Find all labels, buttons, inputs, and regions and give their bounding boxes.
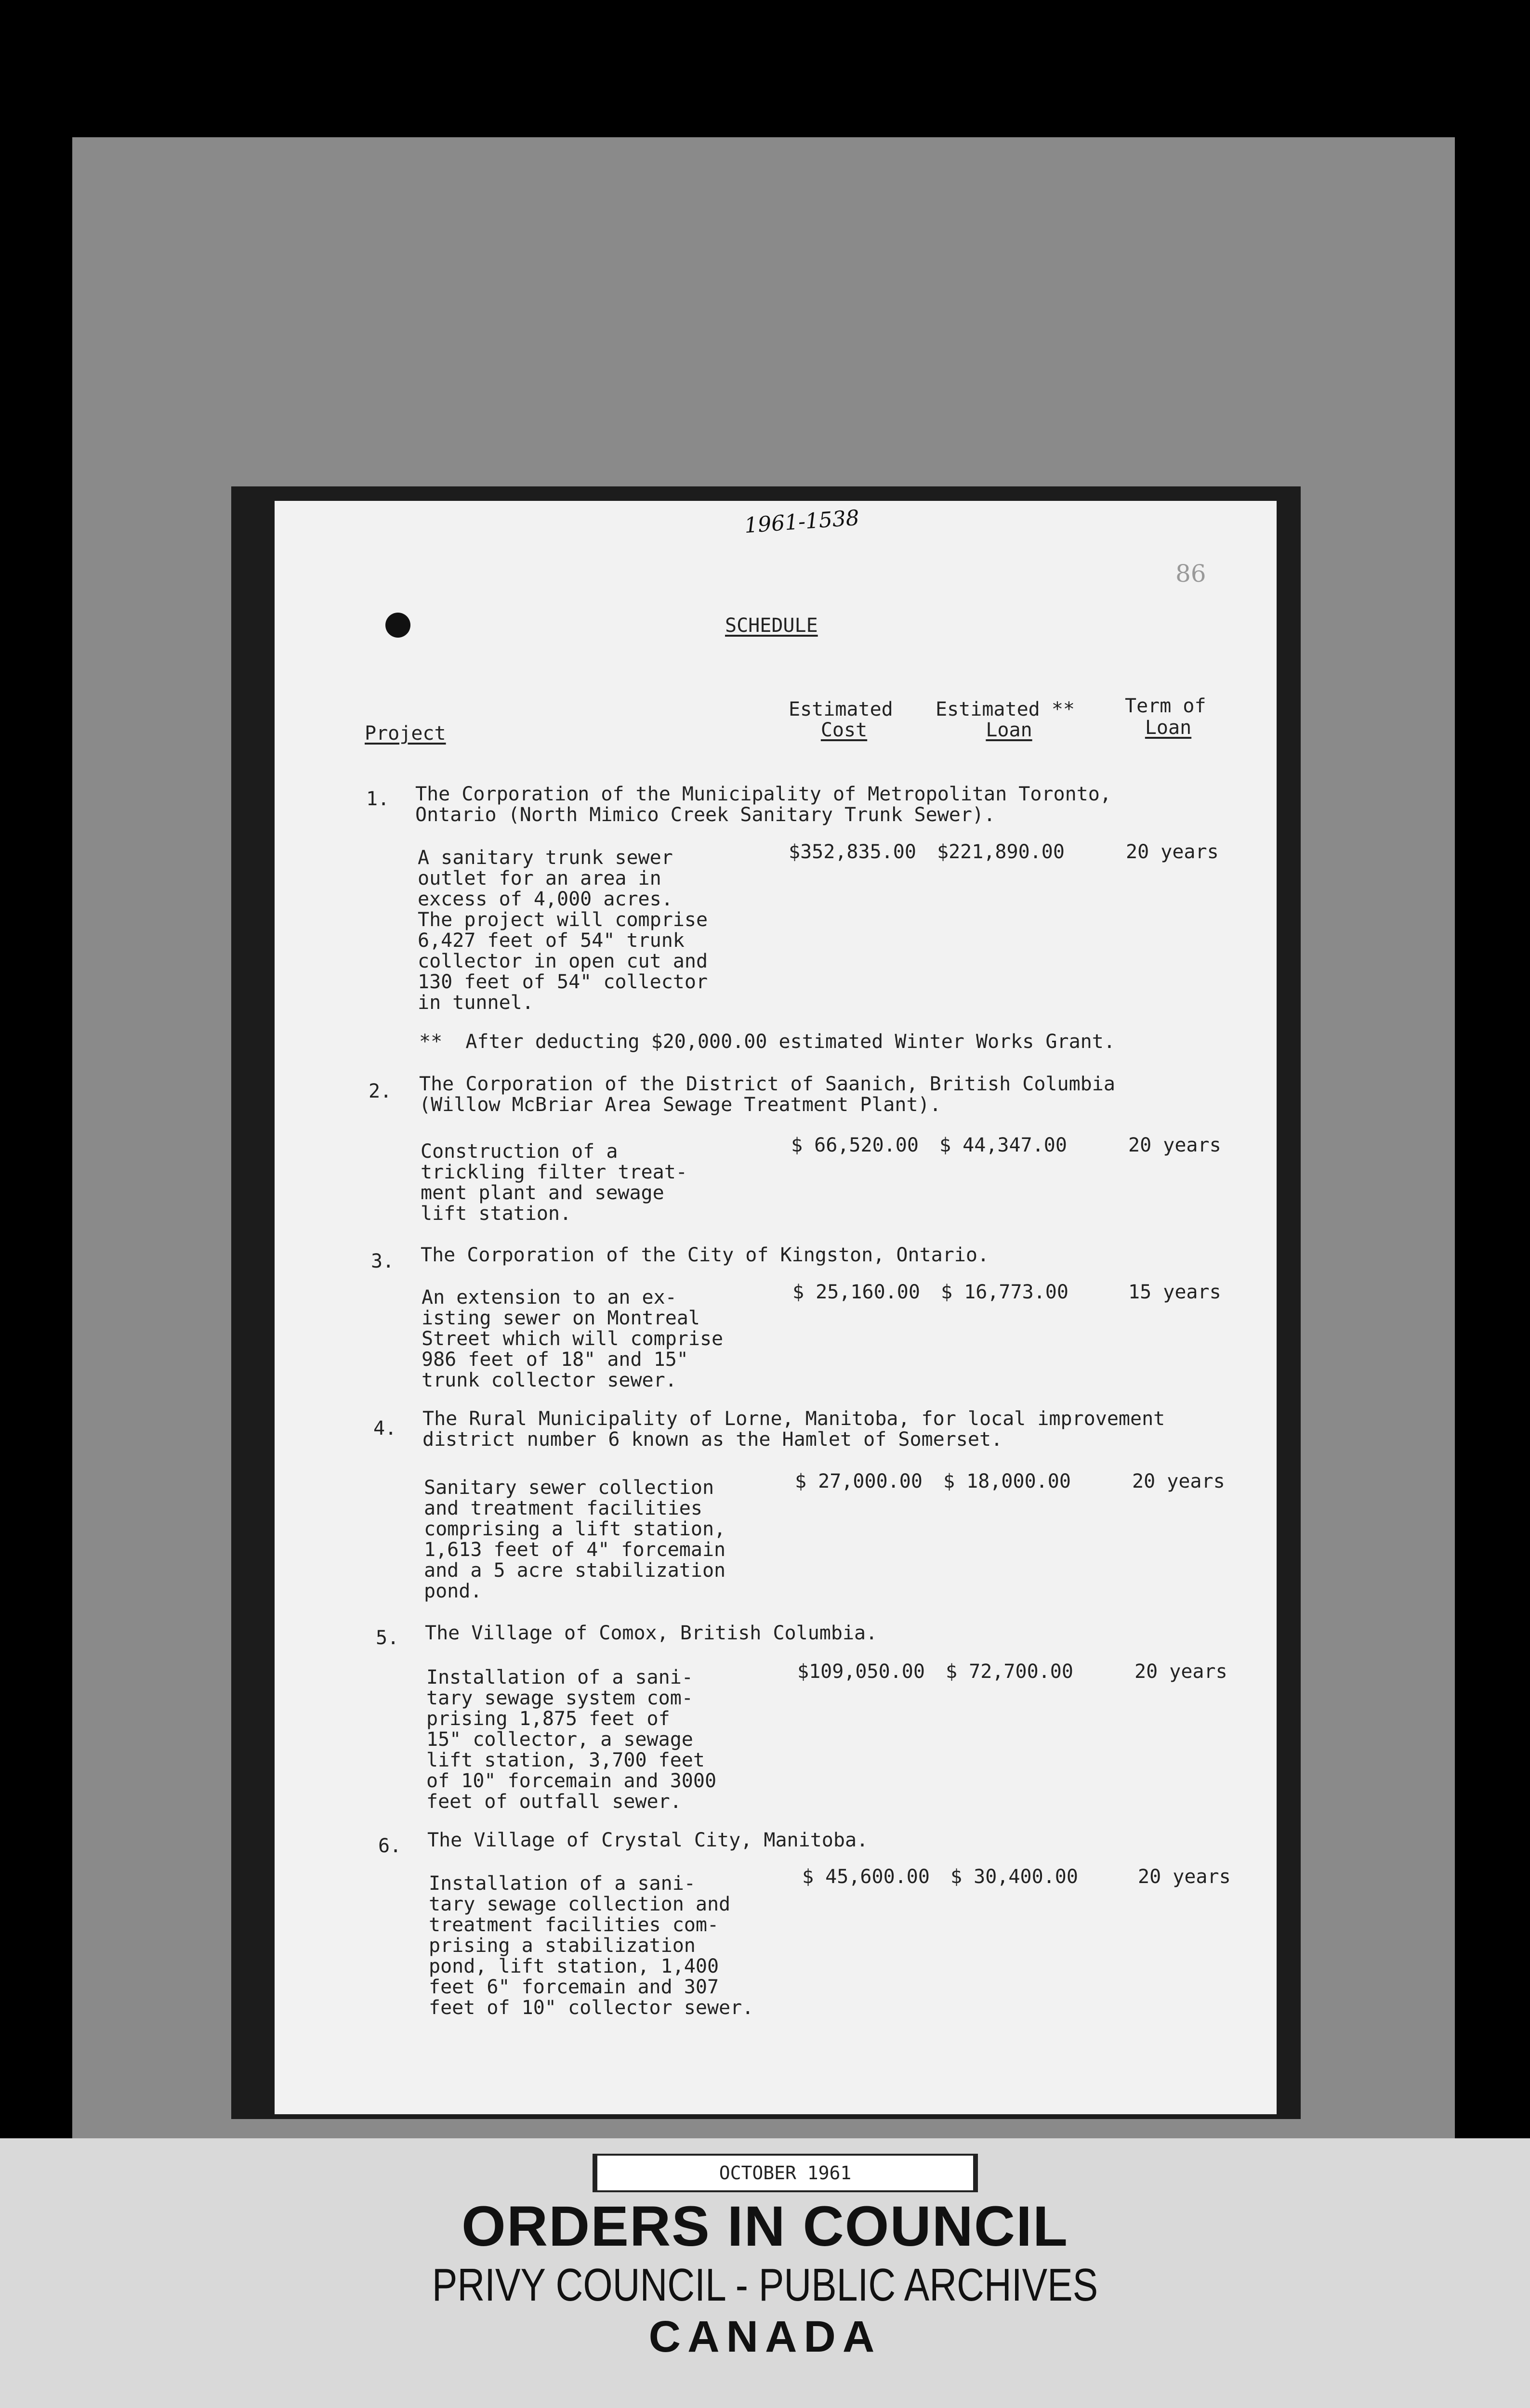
header-project: Project bbox=[365, 722, 446, 745]
footer-country: CANADA bbox=[648, 2312, 882, 2361]
item-4-cost: $ 27,000.00 bbox=[795, 1470, 923, 1492]
header-loan-line1: Estimated ** bbox=[936, 698, 1075, 720]
item-3-cost: $ 25,160.00 bbox=[792, 1281, 920, 1303]
schedule-title: SCHEDULE bbox=[725, 615, 818, 637]
item-1-loan: $221,890.00 bbox=[937, 841, 1065, 863]
item-4-heading-line2: district number 6 known as the Hamlet of Somerset. bbox=[422, 1428, 1003, 1451]
item-1-desc-line7: 130 feet of 54" collector bbox=[418, 971, 708, 993]
item-5-cost: $109,050.00 bbox=[797, 1661, 925, 1683]
item-1-desc-line3: excess of 4,000 acres. bbox=[418, 888, 673, 910]
item-2-heading-line2: (Willow McBriar Area Sewage Treatment Plant). bbox=[419, 1094, 941, 1116]
item-6-desc-line6: feet 6" forcemain and 307 bbox=[429, 1976, 719, 1998]
item-6-desc-line1: Installation of a sani- bbox=[429, 1872, 696, 1895]
item-5-number: 5. bbox=[376, 1627, 399, 1649]
item-4-desc-line3: comprising a lift station, bbox=[424, 1518, 726, 1540]
item-1-desc-line1: A sanitary trunk sewer bbox=[418, 847, 673, 869]
item-3-desc-line3: Street which will comprise bbox=[422, 1328, 724, 1350]
item-5-desc-line2: tary sewage system com- bbox=[426, 1687, 693, 1709]
item-1-term: 20 years bbox=[1126, 841, 1219, 863]
item-2-number: 2. bbox=[369, 1080, 392, 1102]
item-6-desc-line5: pond, lift station, 1,400 bbox=[429, 1955, 719, 1977]
footer-title: ORDERS IN COUNCIL bbox=[462, 2195, 1068, 2258]
punch-hole-dot bbox=[385, 613, 410, 638]
item-1-desc-line6: collector in open cut and bbox=[418, 950, 708, 972]
item-4-desc-line6: pond. bbox=[424, 1580, 482, 1602]
item-1-desc-line4: The project will comprise bbox=[418, 909, 708, 931]
item-5-heading-line1: The Village of Comox, British Columbia. bbox=[425, 1622, 878, 1644]
header-cost-line1: Estimated bbox=[789, 698, 893, 720]
item-1-desc-line8: in tunnel. bbox=[418, 992, 534, 1014]
item-4-term: 20 years bbox=[1132, 1470, 1225, 1492]
item-1-heading-line2: Ontario (North Mimico Creek Sanitary Trunk Sewer). bbox=[415, 804, 996, 826]
item-1-heading-line1: The Corporation of the Municipality of Metropolitan Toronto, bbox=[415, 783, 1111, 805]
item-6-loan: $ 30,400.00 bbox=[950, 1866, 1078, 1888]
header-loan-line2: Loan bbox=[986, 719, 1032, 741]
item-4-heading-line1: The Rural Municipality of Lorne, Manitoba, for local improvement bbox=[422, 1408, 1165, 1430]
item-2-heading-line1: The Corporation of the District of Saanich, British Columbia bbox=[419, 1073, 1115, 1095]
page-number-stamp: 86 bbox=[1175, 560, 1206, 588]
item-3-desc-line1: An extension to an ex- bbox=[422, 1286, 677, 1309]
item-3-loan: $ 16,773.00 bbox=[941, 1281, 1068, 1303]
handwritten-reference: 1961-1538 bbox=[743, 505, 860, 538]
item-1-note: ** After deducting $20,000.00 estimated Winter Works Grant. bbox=[419, 1031, 1115, 1053]
item-1-cost: $352,835.00 bbox=[789, 841, 916, 863]
item-6-desc-line3: treatment facilities com- bbox=[429, 1914, 719, 1936]
item-4-desc-line4: 1,613 feet of 4" forcemain bbox=[424, 1539, 726, 1561]
item-5-desc-line6: of 10" forcemain and 3000 bbox=[426, 1770, 717, 1792]
item-6-desc-line2: tary sewage collection and bbox=[429, 1893, 731, 1915]
item-5-desc-line1: Installation of a sani- bbox=[426, 1666, 693, 1688]
item-3-desc-line5: trunk collector sewer. bbox=[422, 1369, 677, 1391]
item-4-loan: $ 18,000.00 bbox=[943, 1470, 1071, 1492]
item-5-term: 20 years bbox=[1134, 1661, 1227, 1683]
item-4-desc-line1: Sanitary sewer collection bbox=[424, 1477, 714, 1499]
item-4-desc-line5: and a 5 acre stabilization bbox=[424, 1559, 726, 1582]
item-1-number: 1. bbox=[366, 788, 390, 810]
item-2-desc-line4: lift station. bbox=[421, 1203, 572, 1225]
footer-subtitle: PRIVY COUNCIL - PUBLIC ARCHIVES bbox=[432, 2259, 1098, 2311]
item-5-desc-line3: prising 1,875 feet of bbox=[426, 1708, 670, 1730]
header-term-line2: Loan bbox=[1145, 717, 1192, 739]
item-6-heading-line1: The Village of Crystal City, Manitoba. bbox=[427, 1829, 869, 1851]
item-5-desc-line4: 15" collector, a sewage bbox=[426, 1728, 693, 1751]
item-3-desc-line2: isting sewer on Montreal bbox=[422, 1307, 700, 1329]
footer-date: OCTOBER 1961 bbox=[593, 2154, 978, 2192]
item-4-desc-line2: and treatment facilities bbox=[424, 1497, 702, 1519]
item-5-loan: $ 72,700.00 bbox=[946, 1661, 1073, 1683]
item-5-desc-line7: feet of outfall sewer. bbox=[426, 1791, 682, 1813]
item-3-term: 15 years bbox=[1128, 1281, 1221, 1303]
item-6-cost: $ 45,600.00 bbox=[802, 1866, 930, 1888]
item-2-term: 20 years bbox=[1128, 1134, 1221, 1156]
item-2-loan: $ 44,347.00 bbox=[939, 1134, 1067, 1156]
item-6-number: 6. bbox=[378, 1835, 402, 1857]
item-6-desc-line7: feet of 10" collector sewer. bbox=[429, 1997, 754, 2019]
item-2-desc-line2: trickling filter treat- bbox=[421, 1161, 687, 1183]
item-6-term: 20 years bbox=[1138, 1866, 1231, 1888]
header-cost-line2: Cost bbox=[820, 719, 868, 741]
item-3-number: 3. bbox=[371, 1250, 395, 1272]
item-3-heading-line1: The Corporation of the City of Kingston, Ontario. bbox=[421, 1244, 989, 1266]
item-1-desc-line5: 6,427 feet of 54" trunk bbox=[418, 929, 685, 952]
item-5-desc-line5: lift station, 3,700 feet bbox=[426, 1749, 705, 1771]
header-term-line1: Term of bbox=[1125, 695, 1206, 717]
item-2-desc-line1: Construction of a bbox=[421, 1140, 618, 1163]
item-4-number: 4. bbox=[373, 1417, 397, 1440]
item-1-desc-line2: outlet for an area in bbox=[418, 867, 661, 890]
item-3-desc-line4: 986 feet of 18" and 15" bbox=[422, 1348, 688, 1371]
item-2-cost: $ 66,520.00 bbox=[791, 1134, 919, 1156]
item-6-desc-line4: prising a stabilization bbox=[429, 1935, 696, 1957]
item-2-desc-line3: ment plant and sewage bbox=[421, 1182, 664, 1204]
